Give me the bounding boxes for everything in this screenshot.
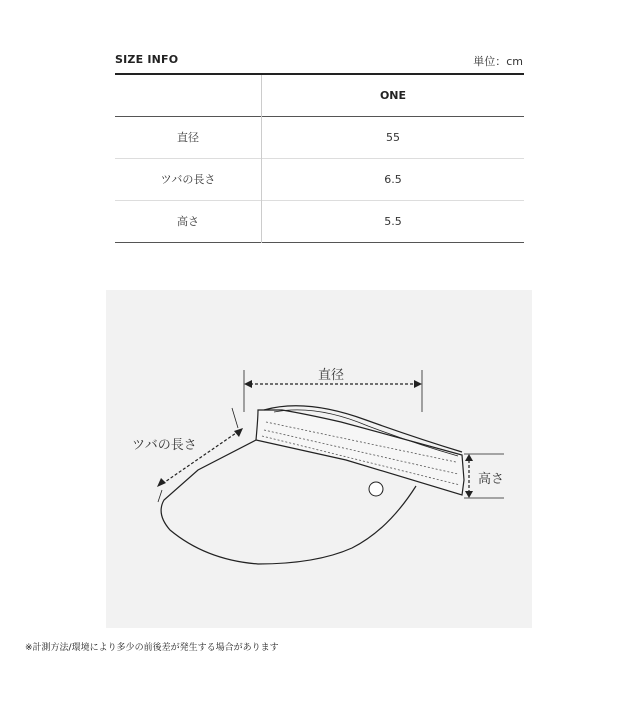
table-row <box>115 116 524 158</box>
table-row <box>115 158 524 200</box>
visor-diagram <box>106 290 532 628</box>
measurement-note: ※計測方法/環境により多少の前後差が発生する場合があります <box>25 643 279 653</box>
size-info-title: SIZE INFO <box>115 53 179 66</box>
diameter-label: 直径 <box>318 368 345 383</box>
table-header-row <box>115 74 524 116</box>
table-row <box>115 200 524 242</box>
brim-length-label: ツバの長さ <box>132 438 197 453</box>
row-label: ツバの長さ <box>115 158 262 200</box>
row-value: 55 <box>386 130 400 144</box>
header-empty-cell <box>115 74 262 116</box>
row-label: 高さ <box>115 200 262 242</box>
snap-button <box>369 482 383 496</box>
row-value: 6.5 <box>384 172 402 186</box>
visor-illustration <box>106 290 532 628</box>
column-header-one: ONE <box>379 88 407 102</box>
row-label: 直径 <box>115 116 262 158</box>
unit-label: 単位：cm <box>473 55 523 68</box>
row-value: 5.5 <box>384 214 402 228</box>
height-label: 高さ <box>478 472 505 487</box>
size-table <box>115 73 524 243</box>
